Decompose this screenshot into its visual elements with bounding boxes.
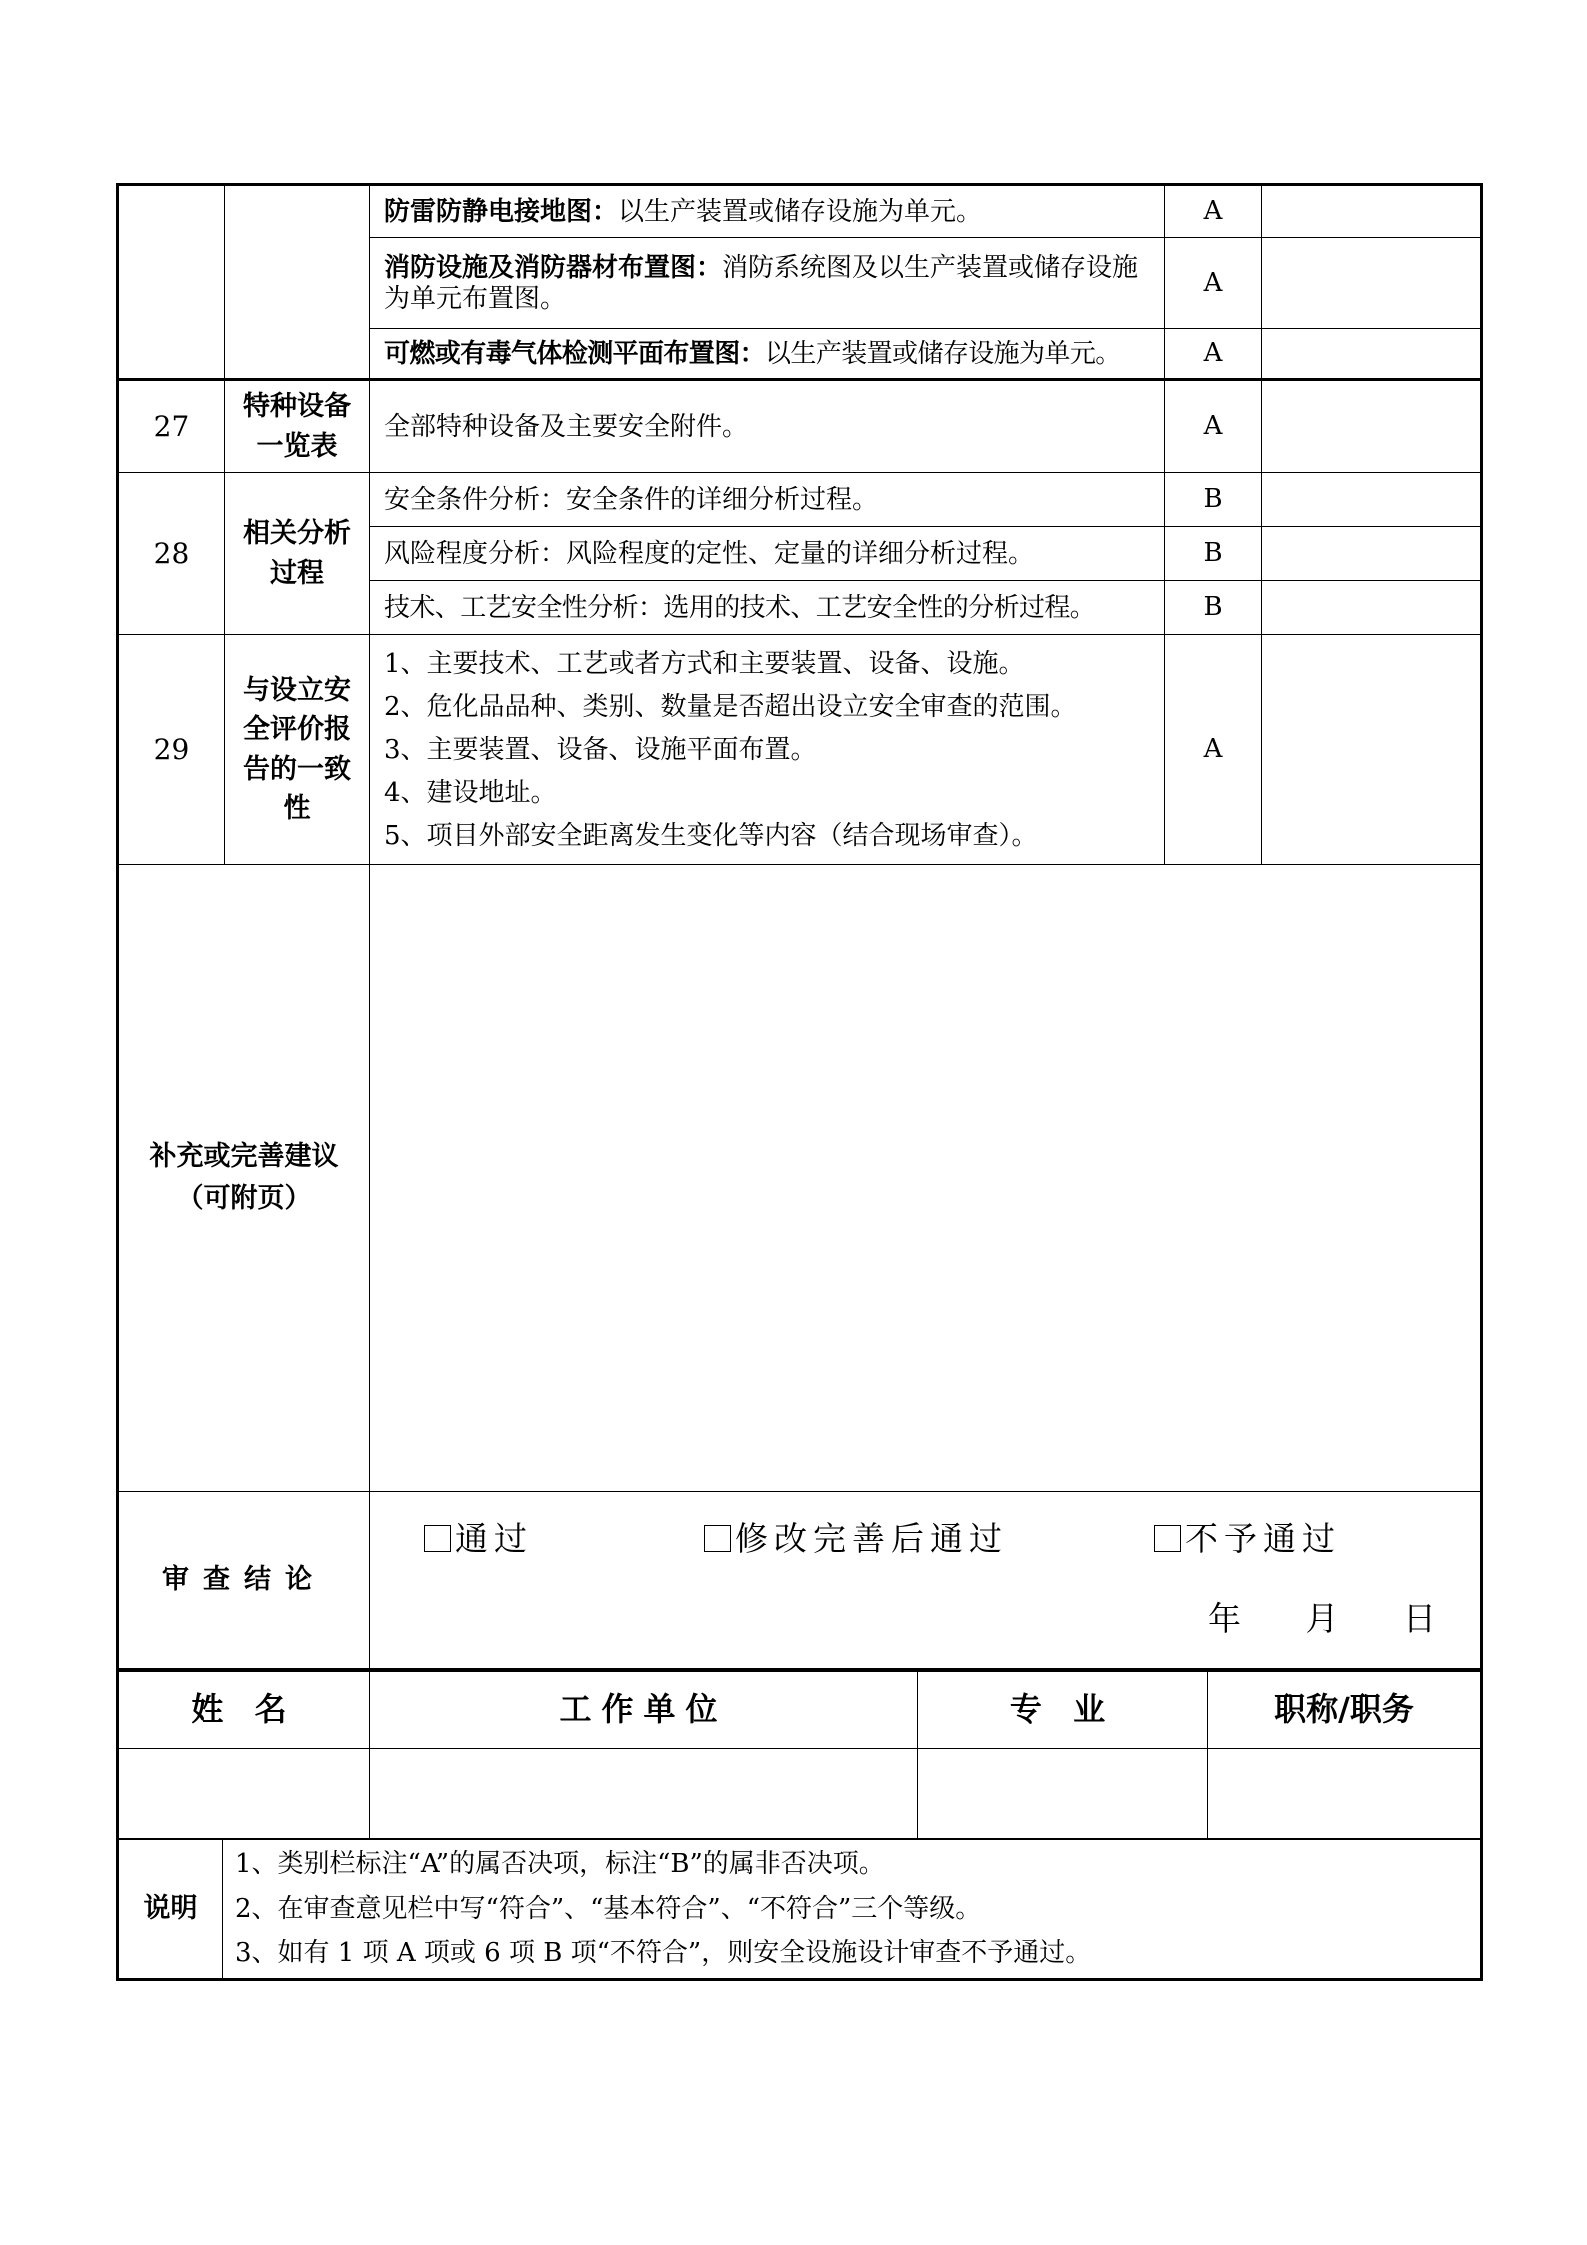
suggestion-label-line: 补充或完善建议 [149, 1141, 339, 1173]
review-sheet [116, 183, 1480, 1981]
header-title: 职称/职务 [1208, 1672, 1482, 1749]
category-cell: B [1165, 527, 1262, 581]
content-text: 消防系统图及以生产装置或储存设施为单元布置图。 [384, 253, 1139, 314]
item-number: 28 [118, 473, 225, 635]
opinion-cell[interactable] [1262, 238, 1482, 329]
item-content: 全部特种设备及主要安全附件。 [370, 380, 1165, 473]
suggestion-label [118, 865, 370, 1492]
opinion-cell[interactable] [1262, 185, 1482, 238]
checkbox-icon[interactable] [1154, 1525, 1181, 1552]
category-cell: A [1165, 329, 1262, 380]
option-label: 修改完善后通过 [735, 1519, 1008, 1558]
item-name-line: 告的一致 [243, 753, 351, 785]
category-cell: B [1165, 581, 1262, 635]
item-content: 技术、工艺安全性分析：选用的技术、工艺安全性的分析过程。 [370, 581, 1165, 635]
category-cell: A [1165, 185, 1262, 238]
item-name-cell [225, 185, 370, 380]
notes-row [118, 1840, 1482, 1980]
item-name-line: 一览表 [256, 430, 338, 462]
requirement-line: 2、危化品品种、类别、数量是否超出设立安全审查的范围。 [384, 692, 1077, 723]
item-name-line: 特种设备 [243, 391, 351, 423]
opinion-cell[interactable] [1262, 527, 1482, 581]
reviewer-major-field[interactable] [918, 1749, 1208, 1839]
notes-label: 说明 [118, 1840, 223, 1980]
content-heading: 可燃或有毒气体检测平面布置图： [384, 339, 766, 370]
conclusion-label: 审查结论 [118, 1492, 370, 1670]
reviewer-title-field[interactable] [1208, 1749, 1482, 1839]
item-name-line: 与设立安 [243, 675, 351, 707]
date-day-label: 日 [1403, 1599, 1436, 1638]
notes-content [223, 1840, 1482, 1980]
item-content-cell [370, 329, 1165, 380]
option-label: 不予通过 [1185, 1519, 1341, 1558]
note-line: 3、如有 1 项 A 项或 6 项 B 项“不符合”，则安全设施设计审查不予通过。 [235, 1938, 1092, 1969]
review-table [116, 183, 1483, 1671]
date-year-label: 年 [1208, 1599, 1241, 1638]
content-heading: 防雷防静电接地图： [384, 197, 619, 228]
opinion-cell[interactable] [1262, 380, 1482, 473]
opinion-cell[interactable] [1262, 581, 1482, 635]
reviewer-table [116, 1671, 1483, 1839]
content-heading: 消防设施及消防器材布置图： [384, 253, 723, 284]
item-name-line: 全评价报 [243, 714, 351, 746]
checkbox-icon[interactable] [704, 1525, 731, 1552]
option-fail[interactable] [1154, 1520, 1341, 1559]
item-content-cell [370, 238, 1165, 329]
category-cell: B [1165, 473, 1262, 527]
requirement-line: 3、主要装置、设备、设施平面布置。 [384, 735, 817, 766]
notes-table [116, 1839, 1483, 1981]
opinion-cell[interactable] [1262, 473, 1482, 527]
note-line: 2、在审查意见栏中写“符合”、“基本符合”、“不符合”三个等级。 [235, 1893, 982, 1924]
checkbox-icon[interactable] [424, 1525, 451, 1552]
item-name [225, 473, 370, 635]
table-row-item-28 [118, 473, 1482, 527]
item-name [225, 380, 370, 473]
conclusion-field [370, 1492, 1482, 1670]
table-row [118, 185, 1482, 238]
item-number-cell [118, 185, 225, 380]
item-content: 风险程度分析：风险程度的定性、定量的详细分析过程。 [370, 527, 1165, 581]
conclusion-row [118, 1492, 1482, 1670]
item-content [370, 635, 1165, 865]
option-pass[interactable] [424, 1520, 533, 1559]
content-text: 以生产装置或储存设施为单元。 [765, 339, 1121, 370]
date-month-label: 月 [1305, 1599, 1339, 1638]
category-cell: A [1165, 635, 1262, 865]
option-pass-after-revision[interactable] [704, 1520, 1008, 1559]
suggestion-field[interactable] [370, 865, 1482, 1492]
table-row-item-29 [118, 635, 1482, 865]
item-name-line: 过程 [270, 557, 324, 589]
header-name: 姓 名 [118, 1672, 370, 1749]
reviewer-unit-field[interactable] [370, 1749, 918, 1839]
item-name-line: 性 [283, 792, 311, 824]
item-content: 安全条件分析：安全条件的详细分析过程。 [370, 473, 1165, 527]
item-number: 27 [118, 380, 225, 473]
content-text: 以生产装置或储存设施为单元。 [618, 197, 983, 228]
item-content-cell [370, 185, 1165, 238]
reviewer-header-row [118, 1672, 1482, 1749]
requirement-line: 5、项目外部安全距离发生变化等内容（结合现场审查）。 [384, 820, 1038, 851]
item-number: 29 [118, 635, 225, 865]
option-label: 通过 [455, 1519, 533, 1558]
suggestion-row [118, 865, 1482, 1492]
suggestion-label-line: （可附页） [176, 1183, 312, 1214]
opinion-cell[interactable] [1262, 635, 1482, 865]
item-name-line: 相关分析 [243, 518, 351, 550]
requirement-line: 1、主要技术、工艺或者方式和主要装置、设备、设施。 [384, 649, 1025, 680]
category-cell: A [1165, 380, 1262, 473]
header-unit: 工作单位 [370, 1672, 918, 1749]
reviewer-entry-row [118, 1749, 1482, 1839]
conclusion-date [1208, 1600, 1436, 1639]
table-row-item-27 [118, 380, 1482, 473]
header-major: 专 业 [918, 1672, 1208, 1749]
category-cell: A [1165, 238, 1262, 329]
reviewer-name-field[interactable] [118, 1749, 370, 1839]
conclusion-options [370, 1492, 1480, 1668]
opinion-cell[interactable] [1262, 329, 1482, 380]
item-name [225, 635, 370, 865]
note-line: 1、类别栏标注“A”的属否决项，标注“B”的属非否决项。 [235, 1848, 885, 1879]
requirement-line: 4、建设地址。 [384, 777, 557, 808]
